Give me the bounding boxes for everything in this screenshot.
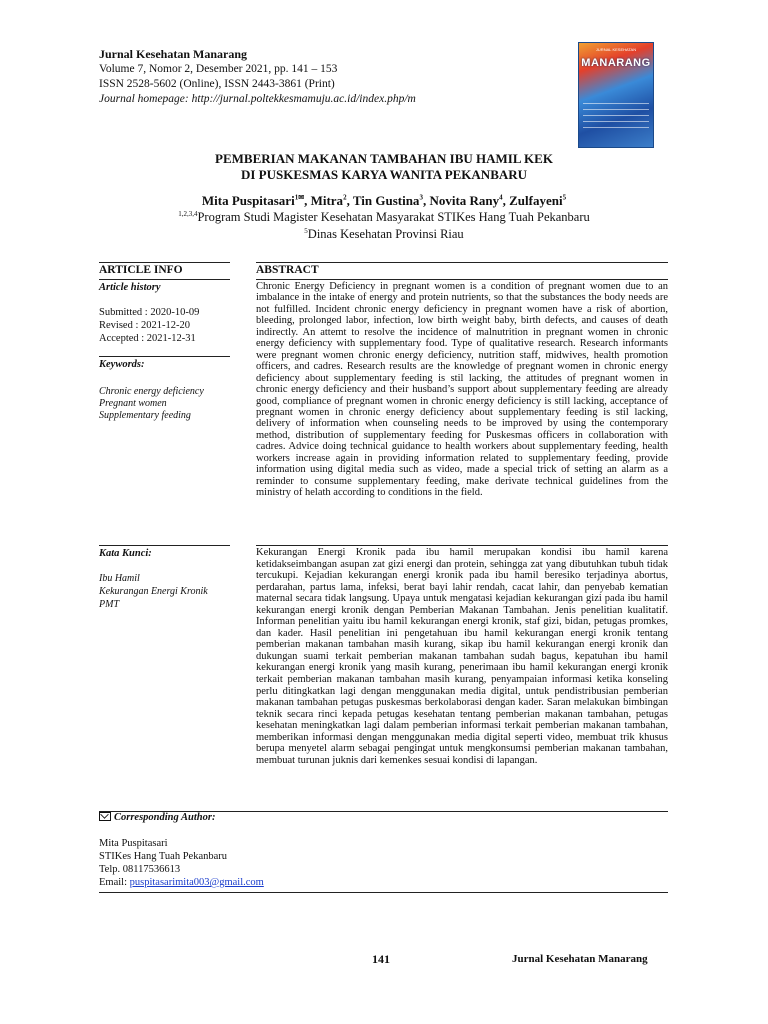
author-list: Mita Puspitasari$^{1✉}$, Mitra$^2$, Tin Gustina$^3$, Novita Rany$^4$, Zulfayeni$^5$ — [201, 193, 567, 208]
article-info-heading: ARTICLE INFO — [99, 264, 183, 276]
abstract-rule — [256, 279, 668, 280]
email-link[interactable]: puspitasarimita003@gmail.com — [129, 877, 264, 888]
bottom-rule — [99, 892, 668, 893]
corresponding-telp: Telp. 08117536613 — [99, 864, 181, 875]
corresponding-label-row — [99, 812, 215, 823]
abstract-heading: ABSTRACT — [256, 264, 319, 276]
abstract-english: Chronic Energy Deficiency in pregnant women is a condition of pregnant women due to an imbalance in the intake of energy and protein nutrients, so that the substances the body needs are not fulfilled. Incident chronic energy deficiency in pregnant women have a risk of abortion, bleeding, prolonged labor, infection, low birth weight baby, birth defects, and causes of death indirectly. An attemt to resolve the incidence of malnutrition in pregnant women in chronic energy deficiency with supplementary food. Type of qualitative research. Research informants were pregnant women chronic energy deficiency, nutrition staff, midwives, health promotion officers, and cadres. Research results are the knowledge of pregnant women in chronic energy deficiency about supplementary feeding is stil lacking, the attitudes of pregnant women in chronic energy deficiency and their husband’s support about supplementary feeding are already good, compliance of pregnant women in chronic energy deficiency is still lacking, acceptance of pregnant women in chronic energy deficiency about supplementary feeding is stil lacking, delivery of information when counseling needs to be improved by using the contemporary method, distribution of supplementary feeding for Puskesmas officers in collaboration with cadres. Advice doing technical guidance to health workers about supplementary feeding, health workers increase again in providing information related to supplementary feeding, provide information using digital media such as video, made a special trick of setting an alarm as a reminder to consume supplementary feeding, make derivate technical guidelines from the ministry of helath according to conditions in the field. — [256, 281, 668, 499]
affiliation-sup: 5 — [304, 227, 308, 235]
affiliation-2 — [0, 227, 768, 242]
envelope-icon — [99, 812, 111, 821]
journal-homepage[interactable]: Journal homepage: http://jurnal.poltekkesmamuju.ac.id/index.php/m — [99, 93, 416, 105]
corresponding-label: Corresponding Author: — [114, 812, 216, 823]
kata-kunci-item: Kekurangan Energi Kronik — [99, 586, 208, 597]
top-rule-right — [256, 262, 668, 263]
author-sup: 1✉ — [294, 193, 305, 202]
kata-kunci-label: Kata Kunci: — [99, 548, 152, 559]
article-history-label: Article history — [99, 282, 161, 293]
journal-cover-image — [578, 42, 654, 148]
author-name: Novita Rany — [429, 193, 500, 208]
keyword-item: Chronic energy deficiency — [99, 386, 204, 397]
kata-kunci-item: Ibu Hamil — [99, 573, 140, 584]
accepted-date: Accepted : 2021-12-31 — [99, 333, 196, 344]
page-number: 141 — [372, 952, 390, 966]
keywords-rule — [99, 356, 230, 357]
abstract-divider — [256, 545, 668, 546]
footer-journal-name: Jurnal Kesehatan Manarang — [512, 953, 648, 965]
article-info-rule — [99, 279, 230, 280]
affiliation-text: Dinas Kesehatan Provinsi Riau — [307, 227, 464, 242]
corresponding-email-row — [99, 877, 264, 888]
author-sup: 5 — [562, 193, 567, 202]
submitted-date: Submitted : 2020-10-09 — [99, 307, 200, 318]
corresponding-name: Mita Puspitasari — [99, 838, 168, 849]
journal-issn: ISSN 2528-5602 (Online), ISSN 2443-3861 (Print) — [99, 78, 335, 90]
keywords-label: Keywords: — [99, 359, 145, 370]
author-name: Mita Puspitasari — [201, 193, 295, 208]
cover-top-text: JURNAL KESEHATAN — [595, 47, 637, 52]
keyword-item: Pregnant women — [99, 398, 167, 409]
corresponding-institution: STIKes Hang Tuah Pekanbaru — [99, 851, 228, 862]
author-name: Zulfayeni — [509, 193, 563, 208]
journal-volume: Volume 7, Nomor 2, Desember 2021, pp. 141 – 153 — [99, 63, 338, 75]
email-label: Email: — [99, 877, 130, 888]
affiliation-1 — [0, 210, 768, 225]
top-rule-left — [99, 262, 230, 263]
paper-title-line2: DI PUSKESMAS KARYA WANITA PEKANBARU — [240, 167, 528, 182]
journal-name: Jurnal Kesehatan Manarang — [99, 47, 248, 61]
kata-kunci-item: PMT — [99, 599, 119, 610]
author-sup: 4 — [499, 193, 503, 202]
author-sup: 3 — [419, 193, 423, 202]
kata-kunci-rule — [99, 545, 230, 546]
keyword-item: Supplementary feeding — [99, 410, 191, 421]
affiliation-sup: 1,2,3,4 — [178, 210, 198, 218]
author-name: Tin Gustina — [352, 193, 420, 208]
abstract-indonesian: Kekurangan Energi Kronik pada ibu hamil merupakan kondisi ibu hamil karena ketidakseimbangan asupan zat gizi energi dan protein, sehingga zat yang dibutuhkan tubuh tidak tercukupi. Kejadian kekurangan energi kronik pada ibu hamil beresiko terjadinya abortus, perdarahan, partus lama, infeksi, berat bayi lahir rendah, cacat lahir, dan penyebab kematian maternal secara tidak langsung. Upaya untuk mengatasi kejadian kekurangan gizi pada ibu hamil kekurangan energi kronik dengan Pemberian Makanan Tambahan. Jenis penelitian kualitatif. Informan penelitian yaitu ibu hamil kekurangan energi kronik, staf gizi, bidan, petugas promkes, dan kader. Hasil penelitian ini pengetahuan ibu hamil kekurangan energi kronik tentang pemberian makanan tambahan masih kurang, sikap ibu hamil kekurangan energi kronik dan dukungan suami terkait pemberian makanan tambahan sudah bagus, kepatuhan ibu hamil kekurangan energi kronik yang masih kurang, penerimaan ibu hamil kekurangan energi kronik terkait pemberian makanan tambahan masih kurang, penyampaian informasi ketika konseling perlu ditingkatkan lagi dengan menggunakan media digital, untuk pendistribusian pemberian makanan tambahan petugas puskesmas berkolaborasi dengan kader. Saran melakukan bimbingan teknik secara rinci kepada petugas kesehatan tentang pemberian makanan tambahan, petugas kesehatan meningkatkan lagi dalam pemberian informasi terkait pemberian makanan tambahan, memberikan informasi dengan menggunakan media digital seperti video, membuat trik khusus berupa menyetel alarm sebagai pengingat untuk mengkonsumsi pemberian makanan tambahan, membuat turunan juknis dari kemenkes sesuai kondisi di lapangan. — [256, 547, 668, 766]
revised-date: Revised : 2021-12-20 — [99, 320, 190, 331]
affiliation-text: Program Studi Magister Kesehatan Masyarakat STIKes Hang Tuah Pekanbaru — [197, 210, 590, 225]
cover-title: MANARANG — [581, 57, 651, 69]
author-name: Mitra — [310, 193, 344, 208]
author-sup: 2 — [343, 193, 347, 202]
paper-title-line1: PEMBERIAN MAKANAN TAMBAHAN IBU HAMIL KEK — [215, 151, 553, 166]
